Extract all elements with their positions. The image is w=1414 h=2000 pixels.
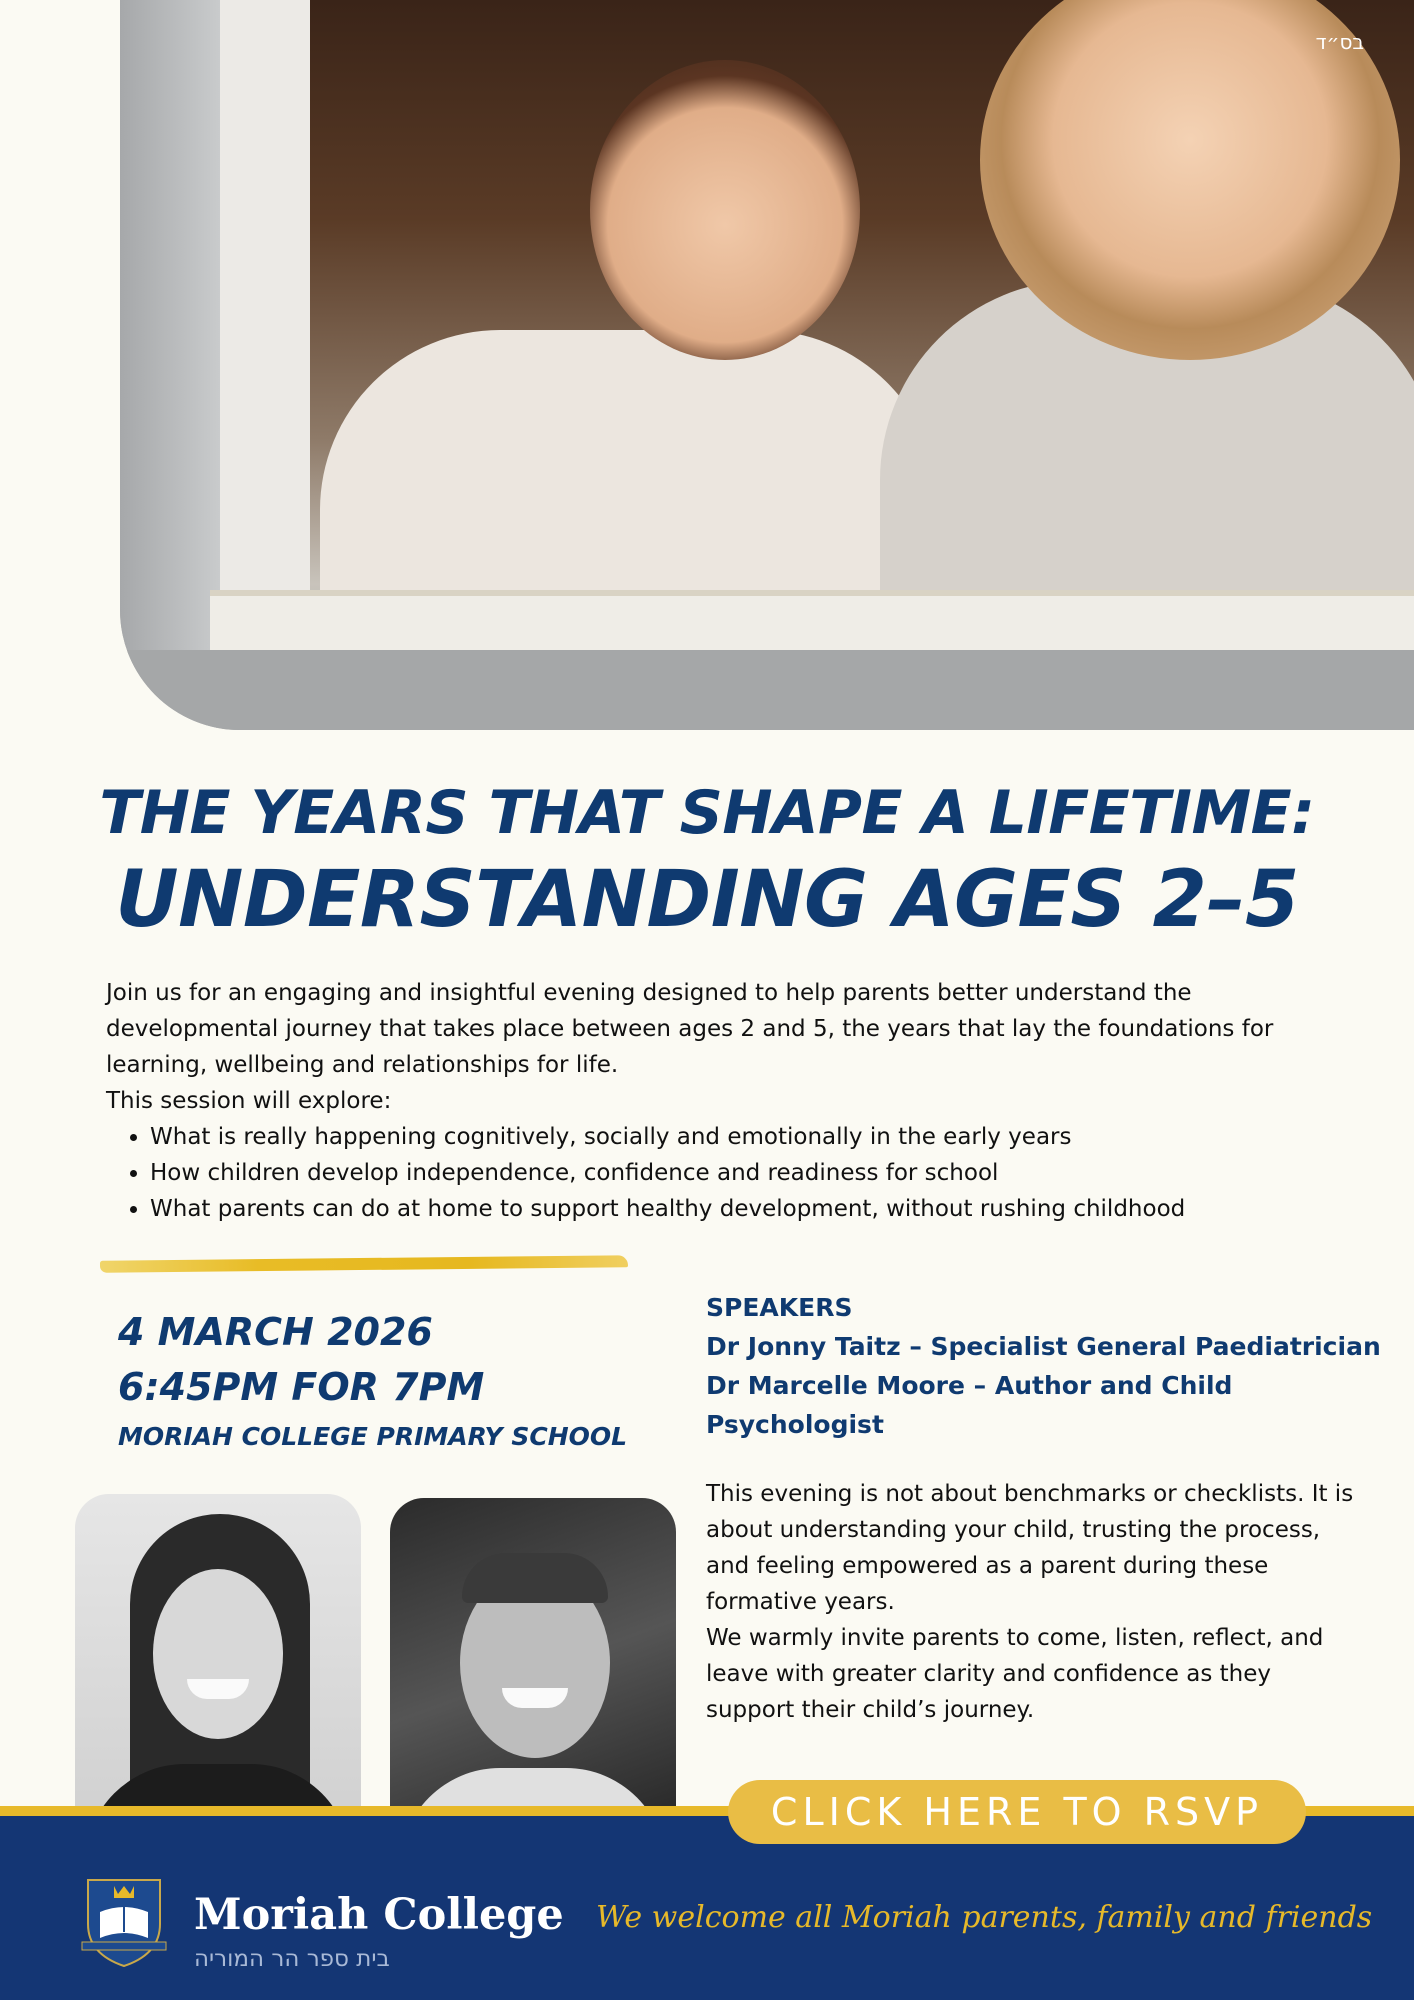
event-venue: MORIAH COLLEGE PRIMARY SCHOOL <box>118 1422 628 1451</box>
closing-paragraph-1: This evening is not about benchmarks or checklists. It is about understanding your child, trusting the process, and feeling empowered as a parent during these formative years. <box>706 1481 1354 1615</box>
hero-window-frame <box>220 0 310 600</box>
portrait-smile <box>502 1688 568 1708</box>
hebrew-blessing-mark: בס״ד <box>1315 30 1364 54</box>
closing-section <box>706 1476 1366 1728</box>
intro-paragraph: Join us for an engaging and insightful evening designed to help parents better understand the developmental journey that takes place between ages 2 and 5, the years that lay the foundations for learning, wellbeing and relationships for life. <box>106 980 1274 1078</box>
hero-child-left-face <box>590 60 860 360</box>
hero-photo <box>120 0 1414 730</box>
speaker-2-line-2: Psychologist <box>706 1410 884 1439</box>
event-date: 4 MARCH 2026 <box>118 1310 433 1354</box>
title-line-2: UNDERSTANDING AGES 2–5 <box>115 855 1299 945</box>
speakers-heading: SPEAKERS <box>706 1293 853 1322</box>
speaker-1: Dr Jonny Taitz – Specialist General Paediatrician <box>706 1332 1381 1361</box>
hero-window-sill <box>210 590 1414 656</box>
intro-bullet: • What parents can do at home to support healthy development, without rushing childhood <box>150 1191 1346 1227</box>
speaker-portrait-female <box>75 1494 361 1846</box>
logo-name: Moriah College <box>194 1890 564 1940</box>
portrait-hair <box>462 1553 608 1603</box>
hero-ledge <box>120 650 1414 730</box>
moriah-crest-icon <box>78 1872 170 1968</box>
footer-tagline: We welcome all Moriah parents, family and friends <box>596 1900 1373 1935</box>
hero-wall <box>120 0 220 730</box>
rsvp-button[interactable]: CLICK HERE TO RSVP <box>728 1780 1306 1844</box>
intro-bullet: • What is really happening cognitively, socially and emotionally in the early years <box>150 1119 1346 1155</box>
intro-bullet-list <box>106 1119 1346 1227</box>
portrait-face <box>153 1569 283 1739</box>
intro-bullet: • How children develop independence, confidence and readiness for school <box>150 1155 1346 1191</box>
intro-section <box>106 975 1346 1227</box>
logo-hebrew-name: בית ספר הר המוריה <box>194 1946 390 1972</box>
intro-lead: This session will explore: <box>106 1088 392 1114</box>
speaker-2-line-1: Dr Marcelle Moore – Author and Child <box>706 1371 1233 1400</box>
speakers-block <box>706 1288 1386 1444</box>
closing-paragraph-2: We warmly invite parents to come, listen, reflect, and leave with greater clarity and confidence as they support their child’s journey. <box>706 1625 1324 1723</box>
event-time: 6:45PM FOR 7PM <box>118 1365 485 1409</box>
gold-brush-divider <box>100 1255 628 1273</box>
speaker-portrait-male <box>390 1498 676 1846</box>
title-line-1: THE YEARS THAT SHAPE A LIFETIME: <box>99 778 1315 848</box>
